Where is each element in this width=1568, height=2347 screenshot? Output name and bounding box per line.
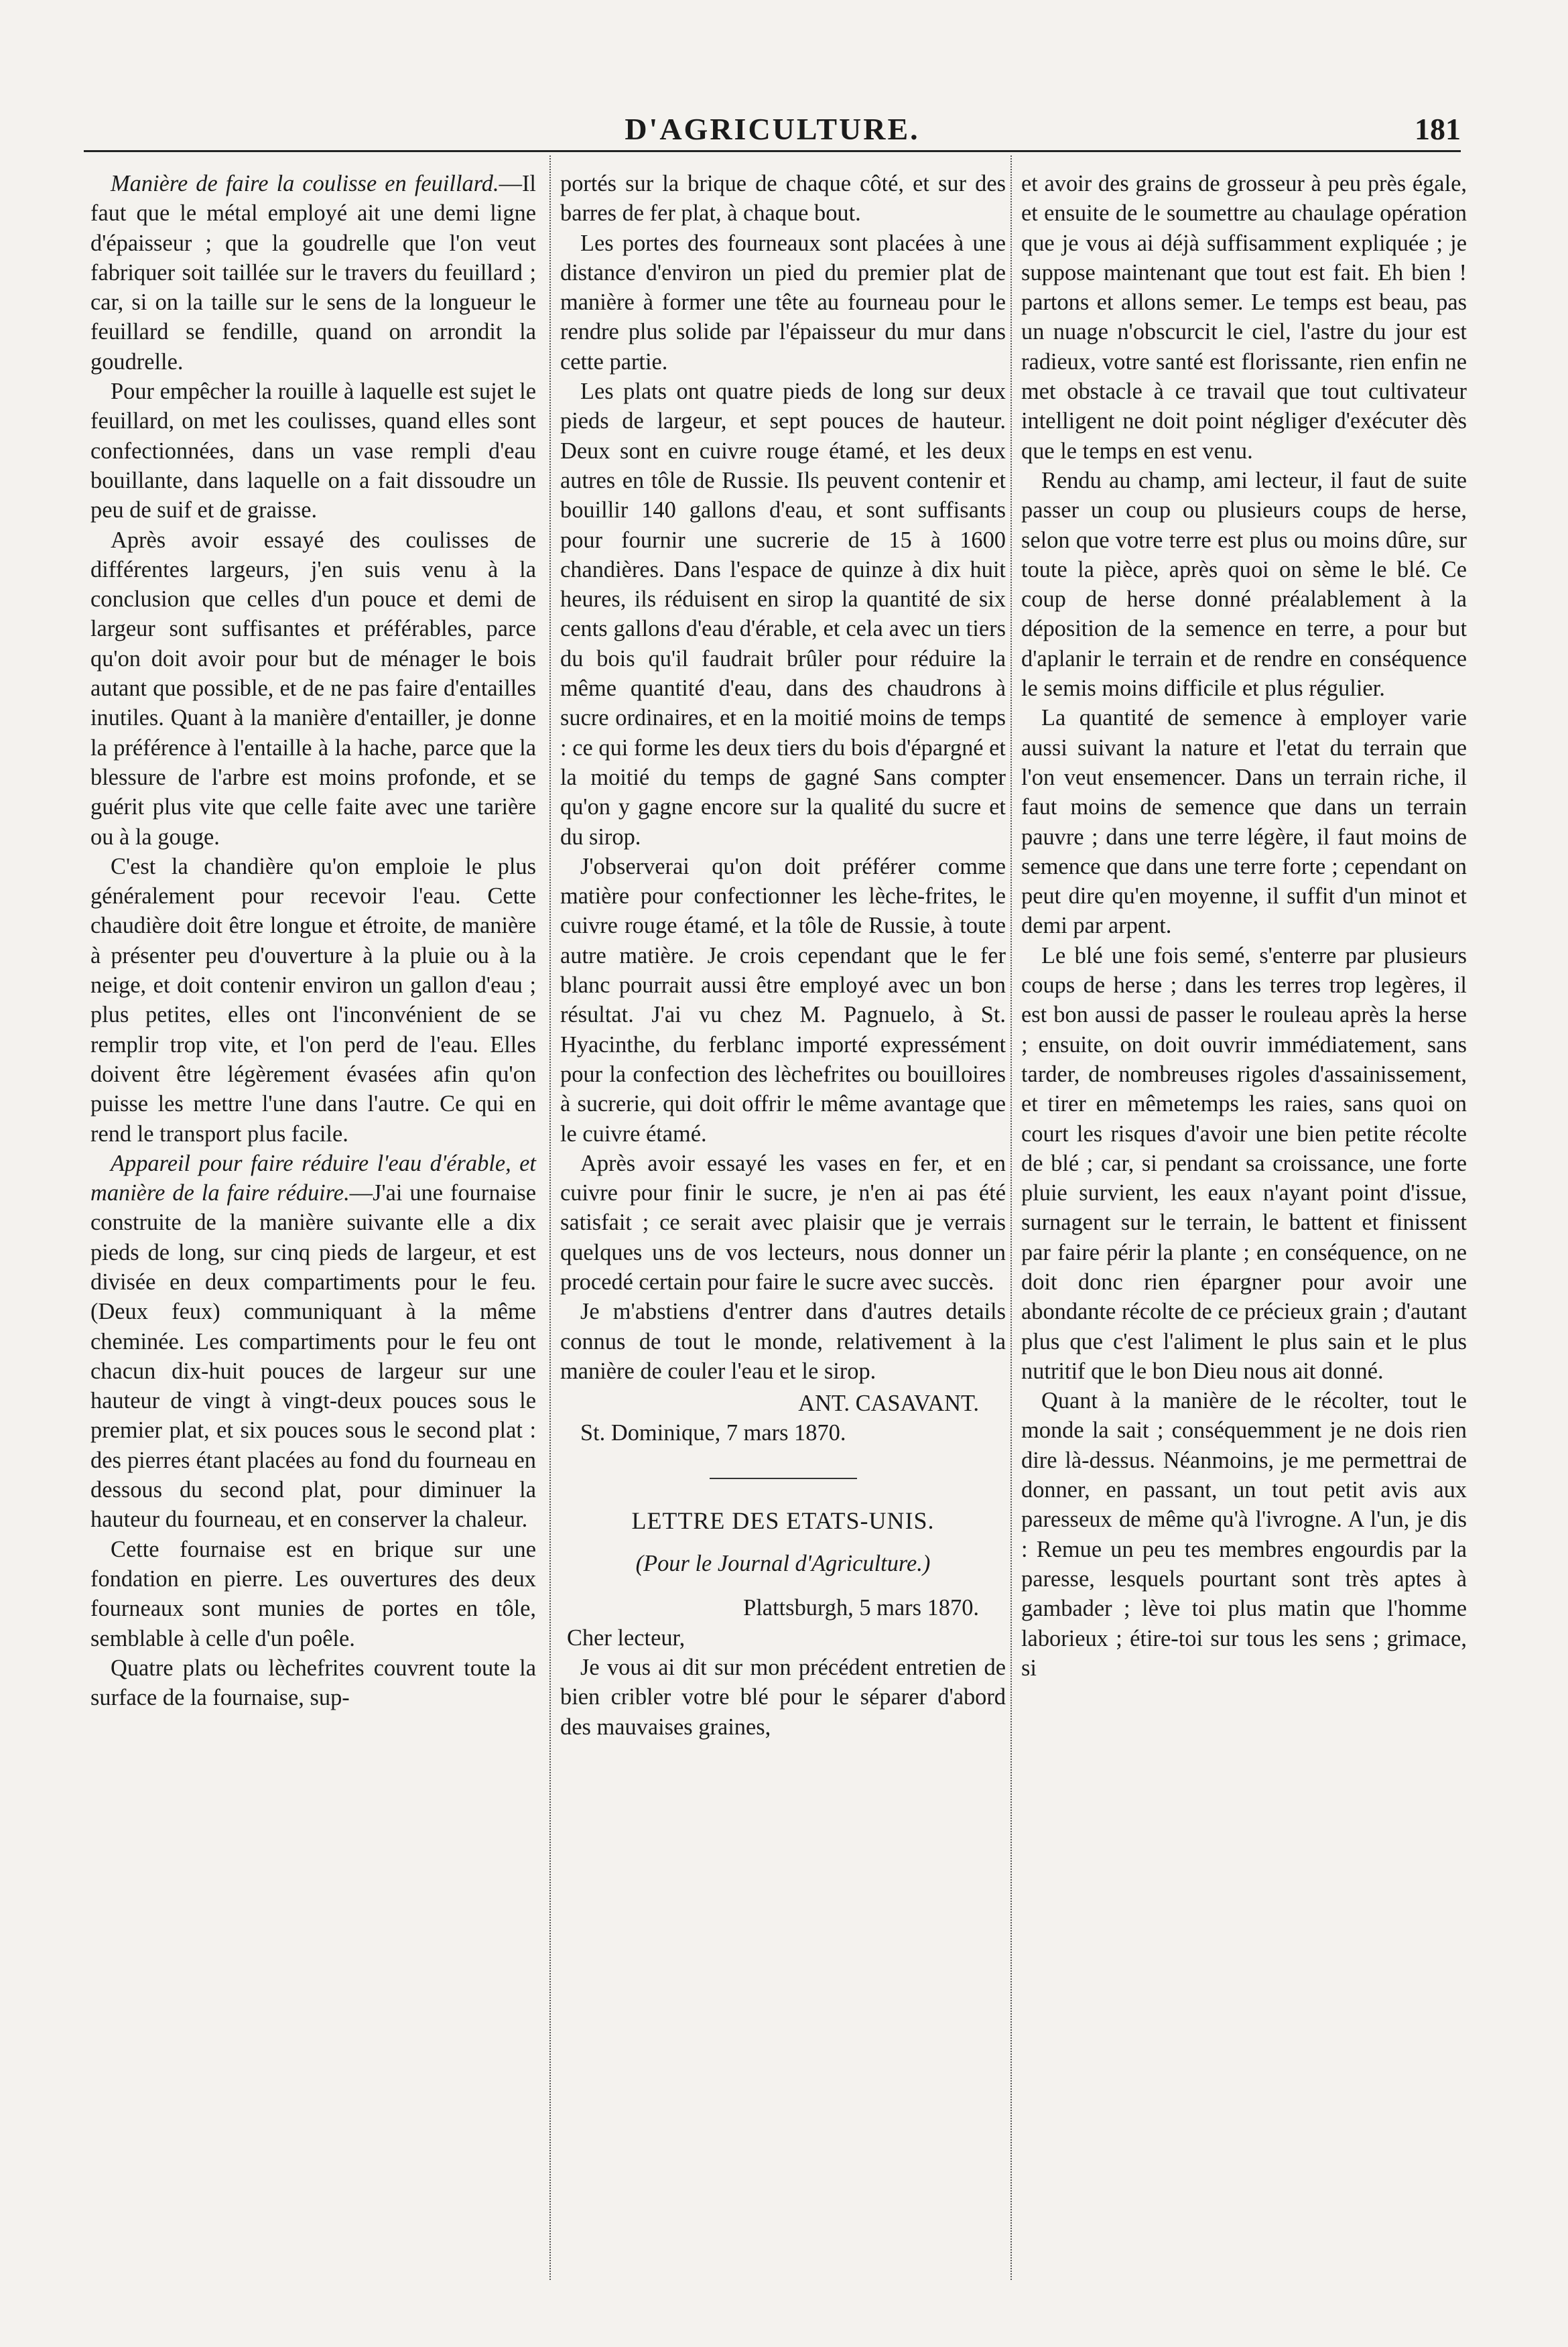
paragraph bbox=[90, 377, 536, 525]
column-1 bbox=[90, 169, 536, 1712]
section-subtitle: (Pour le Journal d'Agriculture.) bbox=[635, 1551, 931, 1577]
header-rule bbox=[84, 150, 1461, 152]
paragraph-text: Le blé une fois semé, s'enterre par plusieurs coups de herse ; dans les terres trop legères, il est bon aussi de passer le rouleau après la herse ; ensuite, on doit ouvrir immédiatement, sans tarder, de nombreuses rigoles d'assainissement, et tirer en mêmetemps les raies, sans quoi on court les risques d'avoir une bien petite récolte de blé ; car, si pendant sa croissance, une forte pluie survient, les eaux n'ayant point d'issue, surnagent sur le terrain, le battent et finissent par faire périr la plante ; en conséquence, on ne doit donc rien épargner pour avoir une abondante récolte de ce précieux grain ; d'autant plus que c'est l'aliment le plus sain et le plus nutritif que le bon Dieu nous ait donné. bbox=[1021, 942, 1467, 1384]
paragraph-text: Je m'abstiens d'entrer dans d'autres details connus de tout le monde, relativement à la manière de couler l'eau et le sirop. bbox=[560, 1299, 1006, 1384]
paragraph bbox=[1021, 169, 1467, 466]
paragraph-text: Quant à la manière de le récolter, tout le monde la sait ; conséquemment je ne dois rien dire là-dessus. Néanmoins, je me permettrai de donner, en passant, un tout petit avis aux paresseux de même qu'à l'ivrogne. A l'un, je dis : Remue un peu tes membres engourdis par la paresse, lesquels pourtant sont très aptes à gambader ; lève toi plus matin que l'homme laborieux ; étire-toi sur tous les sens ; grimace, si bbox=[1021, 1388, 1467, 1681]
paragraph-text: C'est la chandière qu'on emploie le plus généralement pour recevoir l'eau. Cette chaudière doit être longue et étroite, de manière à présenter peu d'ouverture à la pluie ou à la neige, et doit contenir environ un gallon d'eau ; plus petites, elles ont l'inconvénient de se remplir trop vite, et l'on perd de l'eau. Elles doivent être légèrement évasées afin qu'on puisse les mettre l'une dans l'autre. Ce qui en rend le transport plus facile. bbox=[90, 853, 536, 1147]
paragraph-text: Les plats ont quatre pieds de long sur deux pieds de largeur, et sept pouces de hauteur. Deux sont en cuivre rouge étamé, et les deux autres en tôle de Russie. Ils peuvent contenir et bouillir 140 gallons d'eau, et sont suffisants pour fournir une sucrerie de 15 à 1600 chandières. Dans l'espace de quinze à dix huit heures, ils réduisent en sirop la quantité de six cents gallons d'eau d'érable, et cela avec un tiers du bois qu'il faudrait brûler pour réduire la même quantité d'eau, dans des chaudrons à sucre ordinaires, et en la moitié moins de temps : ce qui forme les deux tiers du bois d'épargné et la moitié du temps de gagné Sans compter qu'on y gagne encore sur la qualité du sucre et du sirop. bbox=[560, 379, 1006, 850]
paragraph-text: —Il faut que le métal employé ait une demi ligne d'épaisseur ; que la goudrelle que l'on veut fabriquer soit taillée sur le travers du feuillard ; car, si on la taille sur le sens de la longueur le feuillard se fendille, quand on arrondit la goudrelle. bbox=[90, 171, 536, 375]
running-title: D'AGRICULTURE. bbox=[625, 112, 920, 146]
paragraph-text: Après avoir essayé les vases en fer, et en cuivre pour finir le sucre, je n'en ai pas été satisfait ; ce serait avec plaisir que je verrais quelques uns de vos lecteurs, nous donner un procedé certain pour faire le sucre avec succès. bbox=[560, 1150, 1006, 1295]
paragraph bbox=[560, 1653, 1006, 1742]
paragraph bbox=[90, 169, 536, 377]
paragraph-text: Pour empêcher la rouille à laquelle est sujet le feuillard, on met les coulisses, quand elles sont confectionnées, dans un vase rempli d'eau bouillante, dans laquelle on a fait dissoudre un peu de suif et de graisse. bbox=[90, 379, 536, 523]
column-2-body bbox=[560, 169, 1006, 1386]
paragraph bbox=[560, 852, 1006, 1149]
paragraph bbox=[560, 377, 1006, 852]
paragraph bbox=[560, 1149, 1006, 1297]
paragraph-text: Après avoir essayé des coulisses de différentes largeurs, j'en suis venu à la conclusion que celles d'un pouce et demi de largeur sont suffisantes et préférables, parce qu'on doit avoir pour but de ménager le bois autant que possible, et de ne pas faire d'entailles inutiles. Quant à la manière d'entailler, je donne la préférence à l'entaille à la hache, parce que la blessure de l'arbre est moins profonde, et se guérit plus vite que celle faite avec une tarière ou à la gouge. bbox=[90, 527, 536, 850]
paragraph bbox=[560, 169, 1006, 229]
page-header bbox=[84, 107, 1461, 147]
letter-dateline: Plattsburgh, 5 mars 1870. bbox=[743, 1595, 979, 1621]
paragraph bbox=[1021, 941, 1467, 1386]
paragraph-lead: Manière de faire la coulisse en feuillard. bbox=[111, 171, 499, 196]
paragraph bbox=[90, 1653, 536, 1713]
paragraph-text: Cette fournaise est en brique sur une fondation en pierre. Les ouvertures des deux fourneaux sont munies de portes en tôle, semblable à celle d'un poêle. bbox=[90, 1536, 536, 1651]
paragraph bbox=[1021, 466, 1467, 703]
paragraph-text: Je vous ai dit sur mon précédent entretien de bien cribler votre blé pour le séparer d'abord des mauvaises graines, bbox=[560, 1654, 1006, 1740]
place-date: St. Dominique, 7 mars 1870. bbox=[580, 1420, 846, 1446]
letter-body bbox=[560, 1653, 1006, 1742]
paragraph bbox=[560, 1297, 1006, 1386]
column-divider bbox=[549, 155, 551, 2280]
paragraph bbox=[90, 852, 536, 1149]
paragraph-text: —J'ai une fournaise construite de la manière suivante elle a dix pieds de long, sur cinq pieds de largeur, et est divisée en deux compartiments pour le feu. (Deux feux) communiquant à la même cheminée. Les compartiments pour le feu ont chacun dix-huit pouces de largeur sur une hauteur de vingt à vingt-deux pouces sous le premier plat, et six pouces sous le second plat : des pierres étant placées au fond du fourneau en dessous du second plat, pour diminuer la hauteur du fourneau, et en conserver la chaleur. bbox=[90, 1180, 536, 1533]
column-2 bbox=[560, 169, 1006, 1742]
paragraph bbox=[90, 1149, 536, 1535]
paragraph bbox=[560, 229, 1006, 377]
section-title: LETTRE DES ETATS-UNIS. bbox=[631, 1507, 935, 1534]
paragraph-text: Quatre plats ou lèchefrites couvrent toute la surface de la fournaise, sup- bbox=[90, 1655, 536, 1711]
paragraph-text: J'observerai qu'on doit préférer comme matière pour confectionner les lèche-frites, le cuivre rouge étamé, et la tôle de Russie, à toute autre matière. Je crois cependant que le fer blanc pourrait aussi être employé avec un bon résultat. J'ai vu chez M. Pagnuelo, à St. Hyacinthe, du ferblanc importé expressément pour la confection des lèchefrites ou bouilloires à sucrerie, qui doit offrir le même avantage que le cuivre étamé. bbox=[560, 853, 1006, 1147]
letter-salutation: Cher lecteur, bbox=[567, 1625, 685, 1651]
paragraph-text: Rendu au champ, ami lecteur, il faut de suite passer un coup ou plusieurs coups de herse, selon que votre terre est plus ou moins dûre, sur toute la pièce, après quoi on sème le blé. Ce coup de herse donné préalablement à la déposition de la semence en terre, a pour but d'aplanir le terrain et de rendre en conséquence le semis moins difficile et plus régulier. bbox=[1021, 467, 1467, 702]
column-divider bbox=[1010, 155, 1012, 2280]
signature: ANT. CASAVANT. bbox=[798, 1391, 979, 1417]
paragraph bbox=[90, 1535, 536, 1653]
paragraph-text: La quantité de semence à employer varie aussi suivant la nature et l'etat du terrain que l'on veut ensemencer. Dans un terrain riche, il faut moins de semence que dans un terrain pauvre ; dans une terre légère, il faut moins de semence que dans une terre forte ; cependant on peut dire qu'en moyenne, il suffit d'un minot et demi par arpent. bbox=[1021, 705, 1467, 939]
section-separator bbox=[710, 1478, 857, 1479]
paragraph-text: Les portes des fourneaux sont placées à une distance d'environ un pied du premier plat de manière à former une tête au fourneau pour le rendre plus solide par l'épaisseur du mur dans cette partie. bbox=[560, 230, 1006, 375]
paragraph bbox=[90, 525, 536, 852]
paragraph bbox=[1021, 703, 1467, 940]
paragraph-text: portés sur la brique de chaque côté, et sur des barres de fer plat, à chaque bout. bbox=[560, 171, 1006, 227]
paragraph-lead: Appareil pour faire réduire l'eau d'érable, et manière de la faire réduire. bbox=[90, 1150, 536, 1206]
column-3 bbox=[1021, 169, 1467, 1683]
paragraph bbox=[1021, 1386, 1467, 1683]
page-number: 181 bbox=[1415, 112, 1461, 146]
paragraph-text: et avoir des grains de grosseur à peu près égale, et ensuite de le soumettre au chaulage opération que je vous ai déjà suffisamment expliquée ; je suppose maintenant que tout est fait. Eh bien ! partons et allons semer. Le temps est beau, pas un nuage n'obscurcit le ciel, l'astre du jour est radieux, votre santé est florissante, rien enfin ne met obstacle à ce travail que tout cultivateur intelligent ne doit point négliger d'exécuter dès que le temps en est venu. bbox=[1021, 171, 1467, 464]
